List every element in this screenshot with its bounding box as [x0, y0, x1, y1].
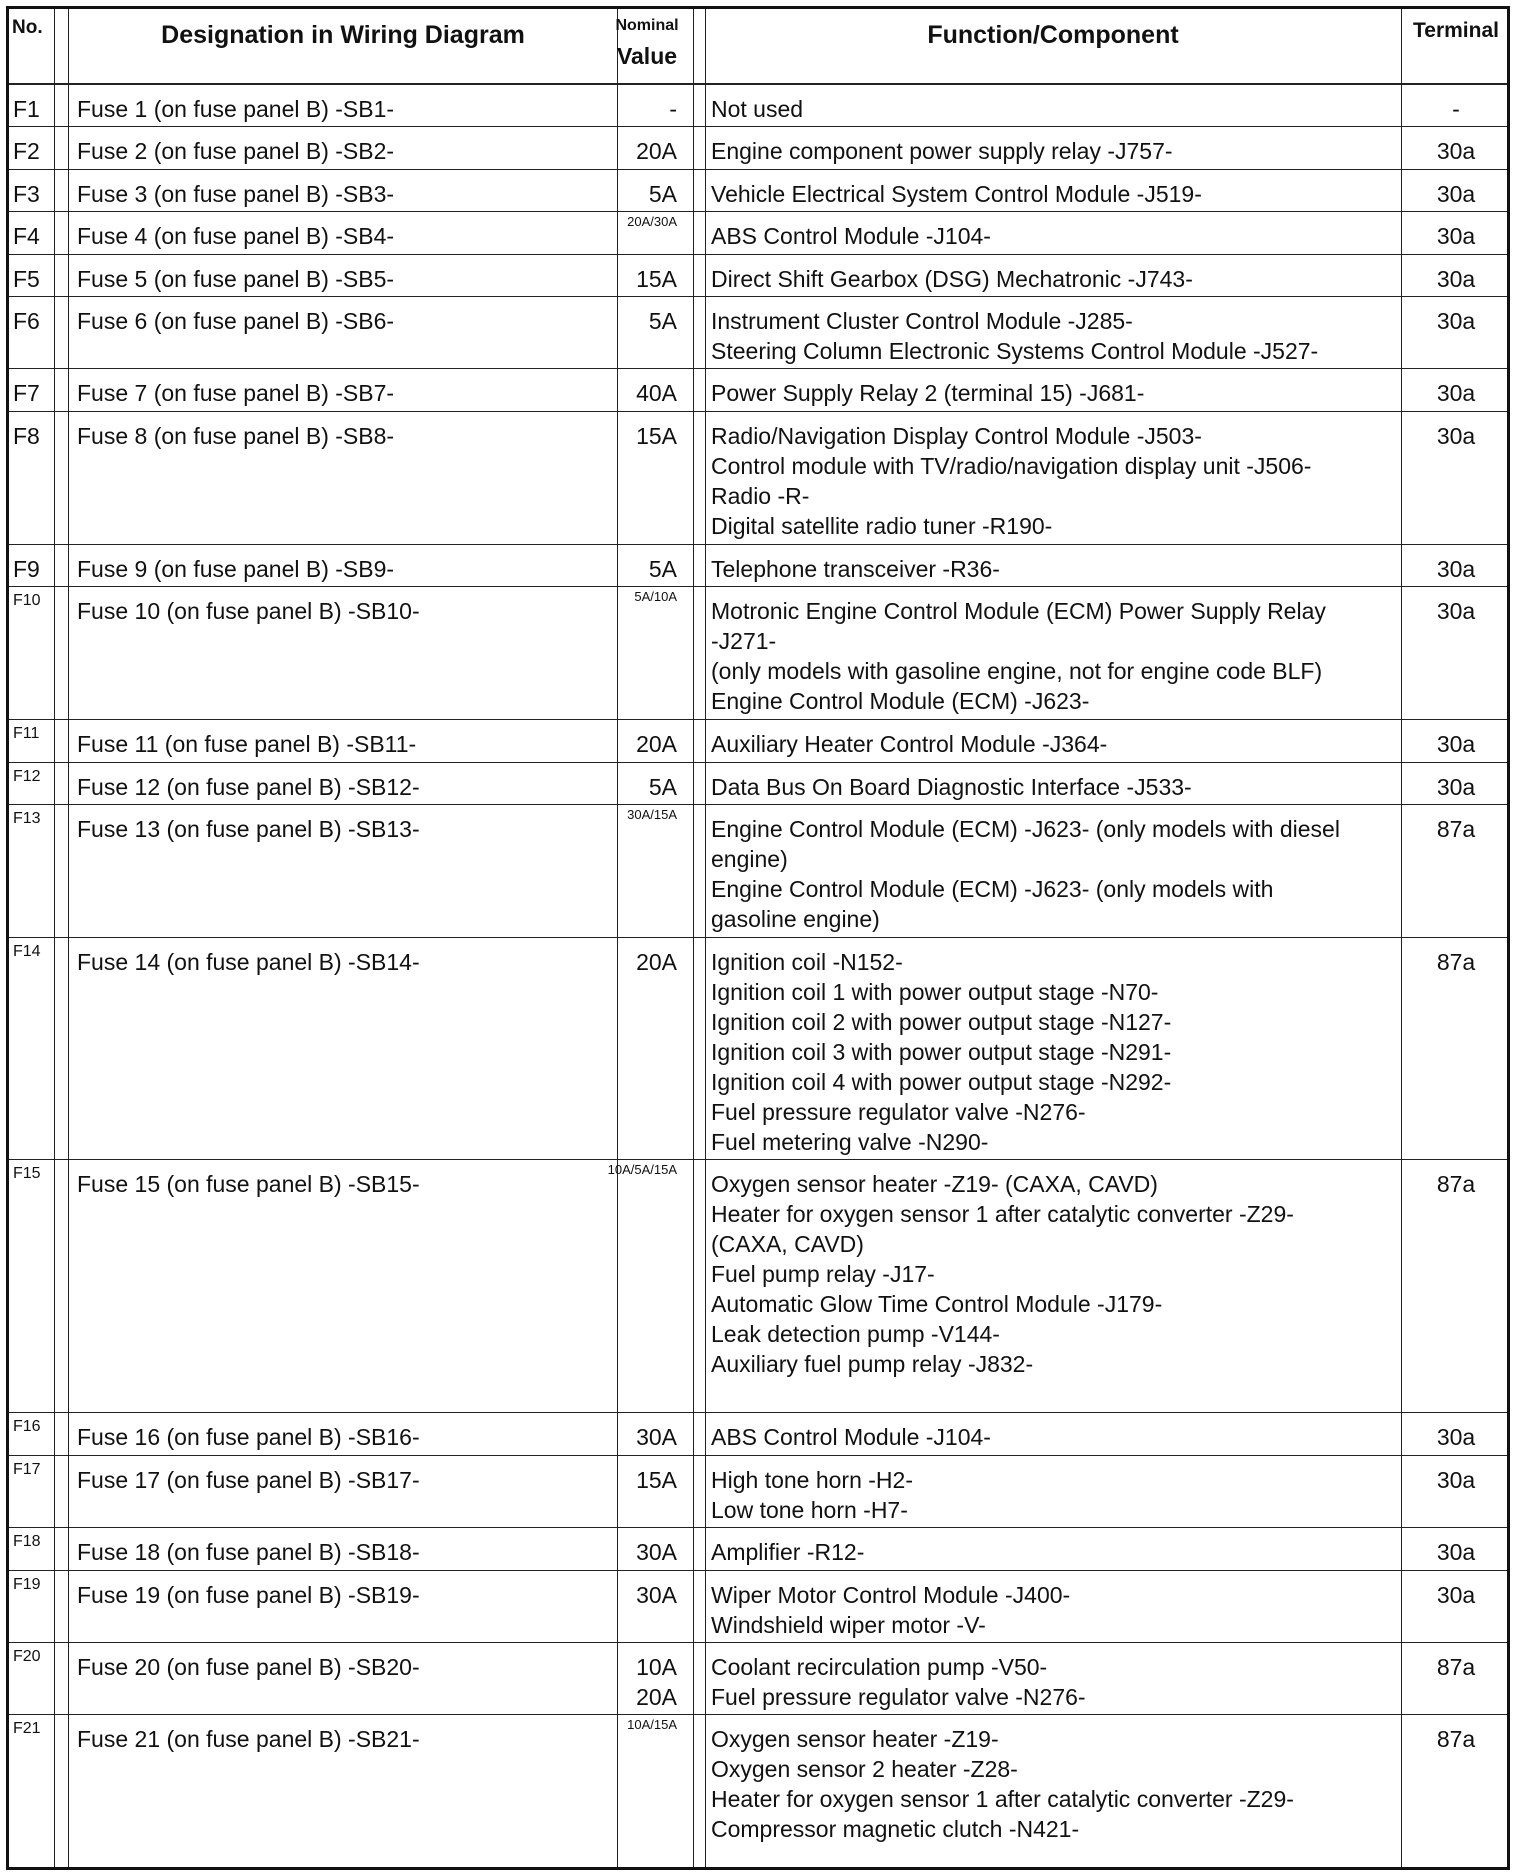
fuse-number: F9: [13, 556, 40, 582]
fuse-function: Ignition coil -N152- Ignition coil 1 with power output stage -N70- Ignition coil 2 with power output stage -N127- Ignition coil 3 with power output stage -N291- Ignition coil 4 with power output stage -N292- Fuel pressure regulator valve -N276- Fuel metering valve -N290-: [711, 949, 1172, 1155]
header-value: Value: [616, 43, 678, 69]
fuse-terminal: 30a: [1436, 308, 1476, 334]
fuse-nominal-value: 5A: [648, 556, 677, 582]
fuse-designation: Fuse 1 (on fuse panel B) -SB1-: [77, 96, 395, 122]
table-row: [9, 1715, 1507, 1873]
fuse-number: F1: [13, 96, 40, 122]
fuse-number: F7: [13, 380, 40, 406]
table-row: [9, 170, 1507, 212]
table-row: [9, 85, 1507, 127]
fuse-function: Instrument Cluster Control Module -J285- Steering Column Electronic Systems Control Module -J527-: [711, 308, 1319, 364]
fuse-designation: Fuse 8 (on fuse panel B) -SB8-: [77, 423, 395, 449]
fuse-nominal-value: 5A: [648, 774, 677, 800]
fuse-designation: Fuse 17 (on fuse panel B) -SB17-: [77, 1467, 420, 1493]
table-row: [9, 1571, 1507, 1643]
header-nominal: Nominal: [615, 17, 679, 34]
fuse-number: F13: [13, 810, 41, 827]
fuse-number: F19: [13, 1576, 41, 1593]
fuse-function: Telephone transceiver -R36-: [711, 556, 1000, 582]
fuse-nominal-value: 30A: [636, 1424, 677, 1450]
fuse-nominal-value: 30A: [636, 1582, 677, 1608]
fuse-terminal: 30a: [1436, 1582, 1476, 1608]
fuse-function: Vehicle Electrical System Control Module -J519-: [711, 181, 1202, 207]
fuse-designation: Fuse 11 (on fuse panel B) -SB11-: [77, 731, 417, 757]
fuse-number: F8: [13, 423, 40, 449]
header-terminal: Terminal: [1413, 19, 1499, 42]
fuse-nominal-value: 20A: [636, 138, 677, 164]
fuse-function: ABS Control Module -J104-: [711, 223, 991, 249]
fuse-designation: Fuse 2 (on fuse panel B) -SB2-: [77, 138, 395, 164]
fuse-nominal-value: 30A/15A: [627, 807, 677, 822]
fuse-number: F21: [13, 1720, 41, 1737]
table-row: [9, 763, 1507, 805]
fuse-number: F14: [13, 943, 41, 960]
fuse-nominal-value: 10A/5A/15A: [607, 1162, 677, 1177]
fuse-nominal-value: 5A: [648, 308, 677, 334]
fuse-function: High tone horn -H2- Low tone horn -H7-: [711, 1467, 913, 1523]
table-row: [9, 255, 1507, 297]
fuse-function: Oxygen sensor heater -Z19- (CAXA, CAVD) Heater for oxygen sensor 1 after catalytic converter -Z29- (CAXA, CAVD) Fuel pump relay -J17- Automatic Glow Time Control Module -J179- Leak detection pump -V144- Auxiliary fuel pump relay -J832-: [711, 1171, 1294, 1377]
fuse-designation: Fuse 14 (on fuse panel B) -SB14-: [77, 949, 420, 975]
fuse-function: Oxygen sensor heater -Z19- Oxygen sensor 2 heater -Z28- Heater for oxygen sensor 1 after catalytic converter -Z29- Compressor magnetic clutch -N421-: [711, 1726, 1294, 1842]
fuse-function: Direct Shift Gearbox (DSG) Mechatronic -J743-: [711, 266, 1193, 292]
fuse-number: F17: [13, 1461, 41, 1478]
fuse-number: F12: [13, 768, 41, 785]
fuse-function: Radio/Navigation Display Control Module -J503- Control module with TV/radio/navigation display unit -J506- Radio -R- Digital satellite radio tuner -R190-: [711, 423, 1312, 539]
table-row: [9, 545, 1507, 587]
header-no: No.: [12, 17, 43, 38]
table-row: [9, 127, 1507, 170]
fuse-terminal: 30a: [1436, 1539, 1476, 1565]
table-row: [9, 1643, 1507, 1715]
table-row: [9, 805, 1507, 938]
header-designation: Designation in Wiring Diagram: [161, 21, 525, 49]
fuse-terminal: 30a: [1436, 223, 1476, 249]
fuse-number: F5: [13, 266, 40, 292]
fuse-function: Amplifier -R12-: [711, 1539, 865, 1565]
fuse-terminal: 30a: [1436, 1467, 1476, 1493]
fuse-function: Engine Control Module (ECM) -J623- (only models with diesel engine) Engine Control Module (ECM) -J623- (only models with gasoline engine): [711, 816, 1340, 932]
table-row: [9, 369, 1507, 412]
fuse-function: Coolant recirculation pump -V50- Fuel pressure regulator valve -N276-: [711, 1654, 1086, 1710]
table-row: [9, 412, 1507, 545]
fuse-terminal: 87a: [1436, 1171, 1476, 1197]
fuse-designation: Fuse 18 (on fuse panel B) -SB18-: [77, 1539, 420, 1565]
fuse-designation: Fuse 13 (on fuse panel B) -SB13-: [77, 816, 420, 842]
fuse-function: Power Supply Relay 2 (terminal 15) -J681-: [711, 380, 1145, 406]
fuse-function: Auxiliary Heater Control Module -J364-: [711, 731, 1108, 757]
fuse-function: ABS Control Module -J104-: [711, 1424, 991, 1450]
table-header: [9, 9, 1507, 85]
fuse-number: F11: [13, 725, 40, 742]
fuse-terminal: 87a: [1436, 1726, 1476, 1752]
fuse-number: F6: [13, 308, 40, 334]
fuse-nominal-value: 10A/15A: [627, 1717, 677, 1732]
fuse-designation: Fuse 21 (on fuse panel B) -SB21-: [77, 1726, 420, 1752]
fuse-terminal: 30a: [1436, 423, 1476, 449]
table-row: [9, 587, 1507, 720]
fuse-designation: Fuse 16 (on fuse panel B) -SB16-: [77, 1424, 420, 1450]
table-row: [9, 1528, 1507, 1571]
fuse-nominal-value: 10A 20A: [636, 1654, 677, 1710]
fuse-terminal: 30a: [1436, 774, 1476, 800]
fuse-function: Engine component power supply relay -J757-: [711, 138, 1173, 164]
fuse-terminal: 30a: [1436, 731, 1476, 757]
fuse-designation: Fuse 12 (on fuse panel B) -SB12-: [77, 774, 420, 800]
fuse-designation: Fuse 4 (on fuse panel B) -SB4-: [77, 223, 395, 249]
fuse-terminal: 87a: [1436, 949, 1476, 975]
table-row: [9, 938, 1507, 1160]
fuse-terminal: 87a: [1436, 1654, 1476, 1680]
table-row: [9, 720, 1507, 763]
fuse-nominal-value: 5A: [648, 181, 677, 207]
fuse-function: Not used: [711, 96, 804, 122]
fuse-function: Motronic Engine Control Module (ECM) Power Supply Relay -J271- (only models with gasoline engine, not for engine code BLF) Engine Control Module (ECM) -J623-: [711, 598, 1326, 714]
fuse-designation: Fuse 3 (on fuse panel B) -SB3-: [77, 181, 395, 207]
fuse-terminal: 30a: [1436, 556, 1476, 582]
fuse-terminal: 30a: [1436, 181, 1476, 207]
header-function: Function/Component: [927, 21, 1179, 49]
fuse-designation: Fuse 20 (on fuse panel B) -SB20-: [77, 1654, 420, 1680]
fuse-terminal: 87a: [1436, 816, 1476, 842]
fuse-terminal: 30a: [1436, 138, 1476, 164]
fuse-designation: Fuse 10 (on fuse panel B) -SB10-: [77, 598, 420, 624]
fuse-terminal: 30a: [1436, 380, 1476, 406]
fuse-designation: Fuse 6 (on fuse panel B) -SB6-: [77, 308, 395, 334]
fuse-designation: Fuse 19 (on fuse panel B) -SB19-: [77, 1582, 420, 1608]
fuse-nominal-value: 15A: [636, 1467, 677, 1493]
fuse-terminal: -: [1452, 96, 1460, 122]
fuse-nominal-value: 20A/30A: [627, 214, 677, 229]
table-row: [9, 1456, 1507, 1528]
fuse-nominal-value: 15A: [636, 266, 677, 292]
fuse-nominal-value: 30A: [636, 1539, 677, 1565]
fuse-number: F16: [13, 1418, 41, 1435]
fuse-designation: Fuse 5 (on fuse panel B) -SB5-: [77, 266, 395, 292]
fuse-designation: Fuse 9 (on fuse panel B) -SB9-: [77, 556, 395, 582]
table-row: [9, 1413, 1507, 1456]
fuse-function: Data Bus On Board Diagnostic Interface -J533-: [711, 774, 1192, 800]
fuse-nominal-value: -: [669, 96, 677, 122]
fuse-number: F18: [13, 1533, 41, 1550]
fuse-number: F10: [13, 592, 41, 609]
fuse-nominal-value: 20A: [636, 731, 677, 757]
fuse-nominal-value: 40A: [636, 380, 677, 406]
table-row: [9, 1160, 1507, 1413]
fuse-nominal-value: 5A/10A: [634, 589, 677, 604]
fuse-nominal-value: 15A: [636, 423, 677, 449]
table-row: [9, 212, 1507, 255]
fuse-terminal: 30a: [1436, 1424, 1476, 1450]
fuse-table: [6, 6, 1510, 1870]
table-row: [9, 297, 1507, 369]
fuse-number: F2: [13, 138, 40, 164]
fuse-terminal: 30a: [1436, 266, 1476, 292]
fuse-terminal: 30a: [1436, 598, 1476, 624]
fuse-number: F15: [13, 1165, 41, 1182]
fuse-function: Wiper Motor Control Module -J400- Windshield wiper motor -V-: [711, 1582, 1071, 1638]
fuse-designation: Fuse 7 (on fuse panel B) -SB7-: [77, 380, 395, 406]
fuse-number: F20: [13, 1648, 41, 1665]
fuse-nominal-value: 20A: [636, 949, 677, 975]
fuse-number: F3: [13, 181, 40, 207]
fuse-number: F4: [13, 223, 40, 249]
fuse-designation: Fuse 15 (on fuse panel B) -SB15-: [77, 1171, 420, 1197]
